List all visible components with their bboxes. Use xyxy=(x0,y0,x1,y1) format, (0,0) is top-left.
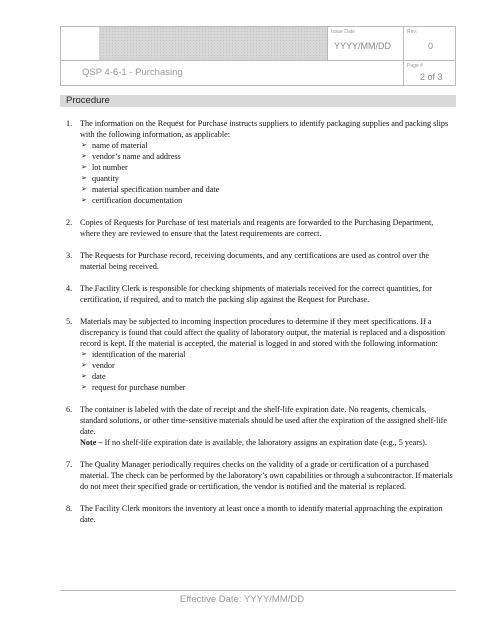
item-number: 2. xyxy=(66,218,73,227)
list-item: ➢ date xyxy=(81,372,106,381)
procedure-item-6 xyxy=(66,404,454,448)
arrow-bullet-icon: ➢ xyxy=(81,185,87,193)
item-text: Copies of Requests for Purchase of test materials and reagents are forwarded to the Purchasing Department, where they are reviewed to ensure that the latest requirements are correct. xyxy=(80,218,434,238)
list-item: ➢ lot number xyxy=(81,163,128,172)
procedure-item-7 xyxy=(66,459,454,492)
arrow-bullet-icon: ➢ xyxy=(81,163,87,171)
procedure-item-5 xyxy=(66,316,454,393)
procedure-item-3 xyxy=(66,250,454,272)
list-item: ➢ request for purchase number xyxy=(81,383,186,392)
note-text: If no shelf-life expiration date is available, the laboratory assigns an expiration date (e.g., 5 years). xyxy=(102,438,427,447)
revision-cell xyxy=(403,27,455,60)
arrow-bullet-icon: ➢ xyxy=(81,361,87,369)
issue-date-cell xyxy=(327,27,403,60)
item-number: 4. xyxy=(66,284,73,293)
section-heading: Procedure xyxy=(66,95,110,106)
procedure-item-8 xyxy=(66,503,454,525)
arrow-bullet-icon: ➢ xyxy=(81,350,87,358)
page-number-value: 2 of 3 xyxy=(420,72,443,82)
list-item: ➢ certification documentation xyxy=(81,196,183,205)
section-heading-bar xyxy=(60,95,456,107)
procedure-item-4 xyxy=(66,283,454,305)
item-number: 7. xyxy=(66,460,73,469)
item-number: 6. xyxy=(66,405,73,414)
list-item: ➢ vendor xyxy=(81,361,115,370)
document-title-cell xyxy=(61,60,403,85)
item-text: The container is labeled with the date of receipt and the shelf-life expiration date. No reagents, chemicals, standard solutions, or other time-sensitive materials should be used after the expiration of the assigned shelf-life date. xyxy=(80,405,447,436)
page-number-cell xyxy=(403,60,455,85)
item-text: The Requests for Purchase record, receiving documents, and any certifications are used as control over the material being received. xyxy=(80,251,429,271)
item-number: 1. xyxy=(66,119,73,128)
document-header xyxy=(60,26,456,86)
item-number: 3. xyxy=(66,251,73,260)
procedure-list xyxy=(66,118,454,536)
note-paragraph xyxy=(80,437,454,448)
issue-date-value: YYYY/MM/DD xyxy=(334,41,392,51)
arrow-bullet-icon: ➢ xyxy=(81,372,87,380)
item-text: Materials may be subjected to incoming inspection procedures to determine if they meet specifications. If a discrepancy is found that could affect the quality of laboratory output, the material is replaced and a disposition record is kept. If the material is accepted, the material is logged in and stored with the following information: xyxy=(80,317,445,348)
item-number: 8. xyxy=(66,504,73,513)
footer-divider xyxy=(60,590,456,591)
effective-date-footer: Effective Date: YYYY/MM/DD xyxy=(179,594,305,605)
list-item: ➢ name of material xyxy=(81,141,148,150)
arrow-bullet-icon: ➢ xyxy=(81,383,87,391)
revision-value: 0 xyxy=(428,41,434,51)
item-text: The Facility Clerk is responsible for checking shipments of materials received for the correct quantities, for certification, if required, and to match the packing slip against the Request for Purchase. xyxy=(80,284,432,304)
item-text: The Facility Clerk monitors the inventory at least once a month to identify material approaching the expiration date. xyxy=(80,504,443,524)
document-title: QSP 4-6-1 - Purchasing xyxy=(82,67,183,78)
item-text: The information on the Request for Purchase instructs suppliers to identify packaging supplies and packing slips with the following information, as applicable: xyxy=(80,119,449,139)
bullet-list xyxy=(80,140,454,206)
item-text: The Quality Manager periodically requires checks on the validity of a grade or certification of a purchased material. The check can be performed by the laboratory’s own capabilities or through a subcontractor. If materials do not meet their specified grade or certification, the vendor is notified and the material is replaced. xyxy=(80,460,453,491)
list-item: ➢ material specification number and date xyxy=(81,185,220,194)
arrow-bullet-icon: ➢ xyxy=(81,152,87,160)
list-item: ➢ quantity xyxy=(81,174,119,183)
list-item: ➢ identification of the material xyxy=(81,350,186,359)
issue-date-label: Issue Date xyxy=(331,29,355,35)
company-logo-placeholder xyxy=(99,27,327,60)
arrow-bullet-icon: ➢ xyxy=(81,141,87,149)
item-number: 5. xyxy=(66,317,73,326)
revision-label: Rev: xyxy=(407,29,418,35)
list-item: ➢ vendor’s name and address xyxy=(81,152,181,161)
page-number-label: Page # xyxy=(407,63,423,69)
procedure-item-1 xyxy=(66,118,454,206)
arrow-bullet-icon: ➢ xyxy=(81,174,87,182)
note-label: Note – xyxy=(80,438,103,447)
bullet-list xyxy=(80,349,454,393)
arrow-bullet-icon: ➢ xyxy=(81,196,87,204)
procedure-item-2 xyxy=(66,217,454,239)
